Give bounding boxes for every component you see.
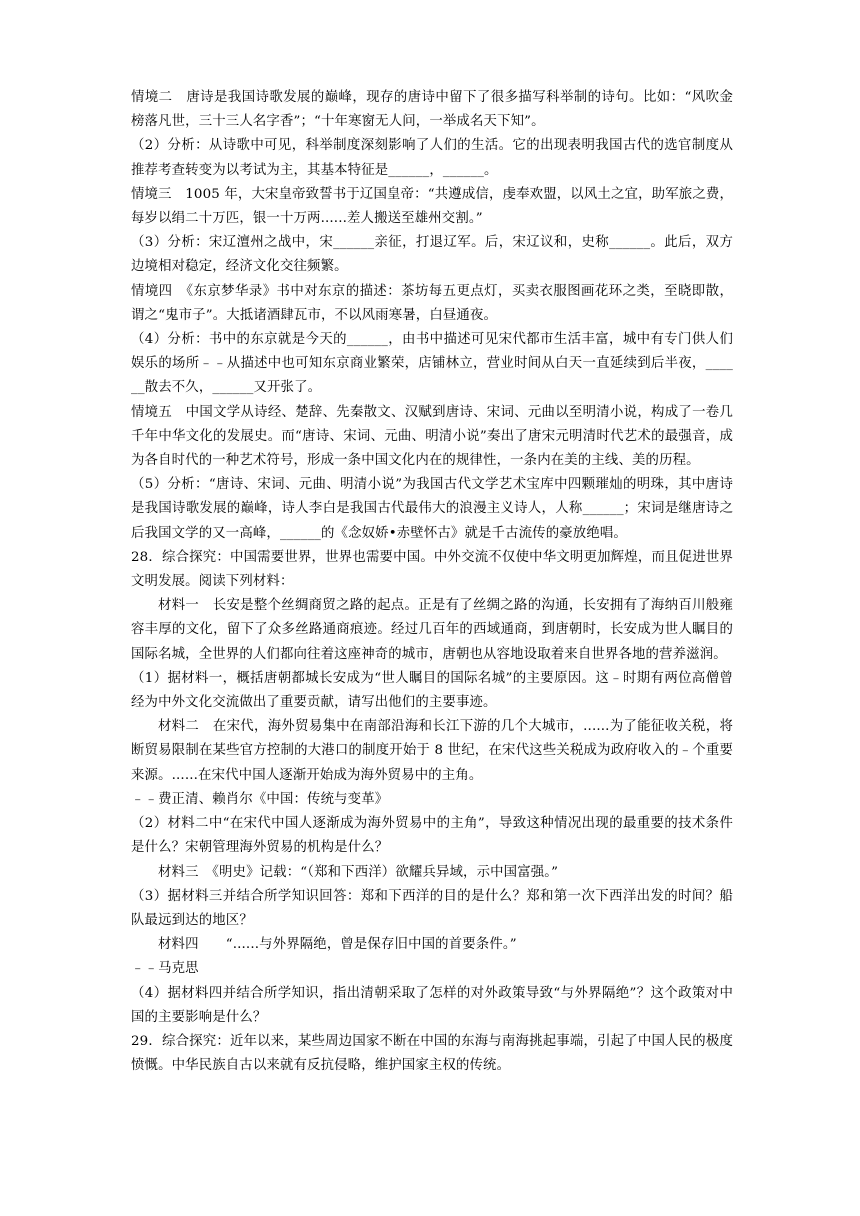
material-4-source: ﹣﹣马克思 [131,961,199,977]
material-1-paragraph: 材料一 长安是整个丝绸商贸之路的起点。正是有了丝绸之路的沟通，长安拥有了海纳百川般雍容丰厚的文化，留下了众多丝路通商痕迹。经过几百年的西域通商，到唐朝时，长安成为世人瞩目的国际名城，全世界的人们都向往着这座神奇的城市，唐朝也从容地设取着来自世界各地的营养滋润。 [131,598,733,662]
question-29-intro: 29．综合探究：近年以来，某些周边国家不断在中国的东海与南海挑起事端，引起了中国人民的极度愤慨。中华民族自古以来就有反抗侵略，维护国家主权的传统。 [131,1033,733,1074]
question-28-2: （2）材料二中“在宋代中国人逐渐成为海外贸易中的主角”，导致这种情况出现的最重要的技术条件是什么？宋朝管理海外贸易的机构是什么？ [131,816,733,856]
question-28-1: （1）据材料一，概括唐朝都城长安成为“世人瞩目的国际名城”的主要原因。这﹣时期有两位高僧曾经为中外文化交流做出了重要贡献，请写出他们的主要事迹。 [131,670,733,711]
question-28-3: （3）据材料三并结合所学知识回答：郑和下西洋的目的是什么？郑和第一次下西洋出发的时间？船队最远到达的地区？ [131,888,733,928]
analysis-5-question: （5）分析：“唐诗、宋词、元曲、明清小说”为我国古代文学艺术宝库中四颗璀灿的明珠，其中唐诗是我国诗歌发展的巅峰，诗人李白是我国古代最伟大的浪漫主义诗人，人称______；宋词是继唐诗之后我国文学的又一高峰，______的《念奴娇•赤壁怀古》就是千古流传的豪放绝唱。 [131,477,733,541]
analysis-2-question: （2）分析：从诗歌中可见，科举制度深刻影响了人们的生活。它的出现表明我国古代的选官制度从推荐考查转变为以考试为主，其基本特征是______，______。 [131,138,733,178]
situation-4-paragraph: 情境四 《东京梦华录》书中对东京的描述：茶坊每五更点灯，买卖衣服图画花环之类，至晓即散，谓之“鬼市子”。大抵诸酒肆瓦市，不以风雨寒暑，白昼通夜。 [131,283,733,323]
analysis-3-question: （3）分析：宋辽澶州之战中，宋______亲征，打退辽军。后，宋辽议和，史称______。此后，双方边境相对稳定，经济文化交往频繁。 [131,235,733,275]
material-3-paragraph: 材料三 《明史》记载：“（郑和下西洋）欲耀兵异域，示中国富强。” [158,864,559,880]
material-4-paragraph: 材料四 “......与外界隔绝，曾是保存旧中国的首要条件。” [158,937,517,953]
analysis-4-question: （4）分析：书中的东京就是今天的______，由书中描述可见宋代都市生活丰富，城中有专门供人们娱乐的场所﹣﹣从描述中也可知东京商业繁荣，店铺林立，营业时间从白天一直延续到后半夜，______散去不久，______又开张了。 [131,332,733,396]
situation-5-paragraph: 情境五 中国文学从诗经、楚辞、先秦散文、汉赋到唐诗、宋词、元曲以至明清小说，构成了一卷几千年中华文化的发展史。而“唐诗、宋词、元曲、明清小说”奏出了唐宋元明清时代艺术的最强音，成为各自时代的一种艺术符号，形成一条中国文化内在的规律性，一条内在美的主线、美的历程。 [131,404,733,469]
document-body [131,86,733,1078]
situation-3-paragraph: 情境三 1005 年，大宋皇帝致誓书于辽国皇帝：“共遵成信，虔奉欢盟，以风土之宜，助军旅之费，每岁以绢二十万匹，银一十万两......差人搬送至雄州交割。” [131,186,733,227]
question-28-4: （4）据材料四并结合所学知识，指出清朝采取了怎样的对外政策导致“与外界隔绝”？这个政策对中国的主要影响是什么？ [131,985,733,1025]
situation-2-paragraph: 情境二 唐诗是我国诗歌发展的巅峰，现存的唐诗中留下了很多描写科举制的诗句。比如：“风吹金榜落凡世，三十三人名字香”；“十年寒窗无人问，一举成名天下知”。 [131,90,733,130]
material-2-paragraph: 材料二 在宋代，海外贸易集中在南部沿海和长江下游的几个大城市，......为了能征收关税，将断贸易限制在某些官方控制的大港口的制度开始于 8 世纪，在宋代这些关税成为政府收入的﹣个重要来源。......在宋代中国人逐渐开始成为海外贸易中的主角。 [131,719,733,783]
material-2-source: ﹣﹣费正清、赖肖尔《中国：传统与变革》 [131,791,389,807]
question-28-intro: 28．综合探究：中国需要世界，世界也需要中国。中外交流不仅使中华文明更加辉煌，而且促进世界文明发展。阅读下列材料： [131,549,733,590]
